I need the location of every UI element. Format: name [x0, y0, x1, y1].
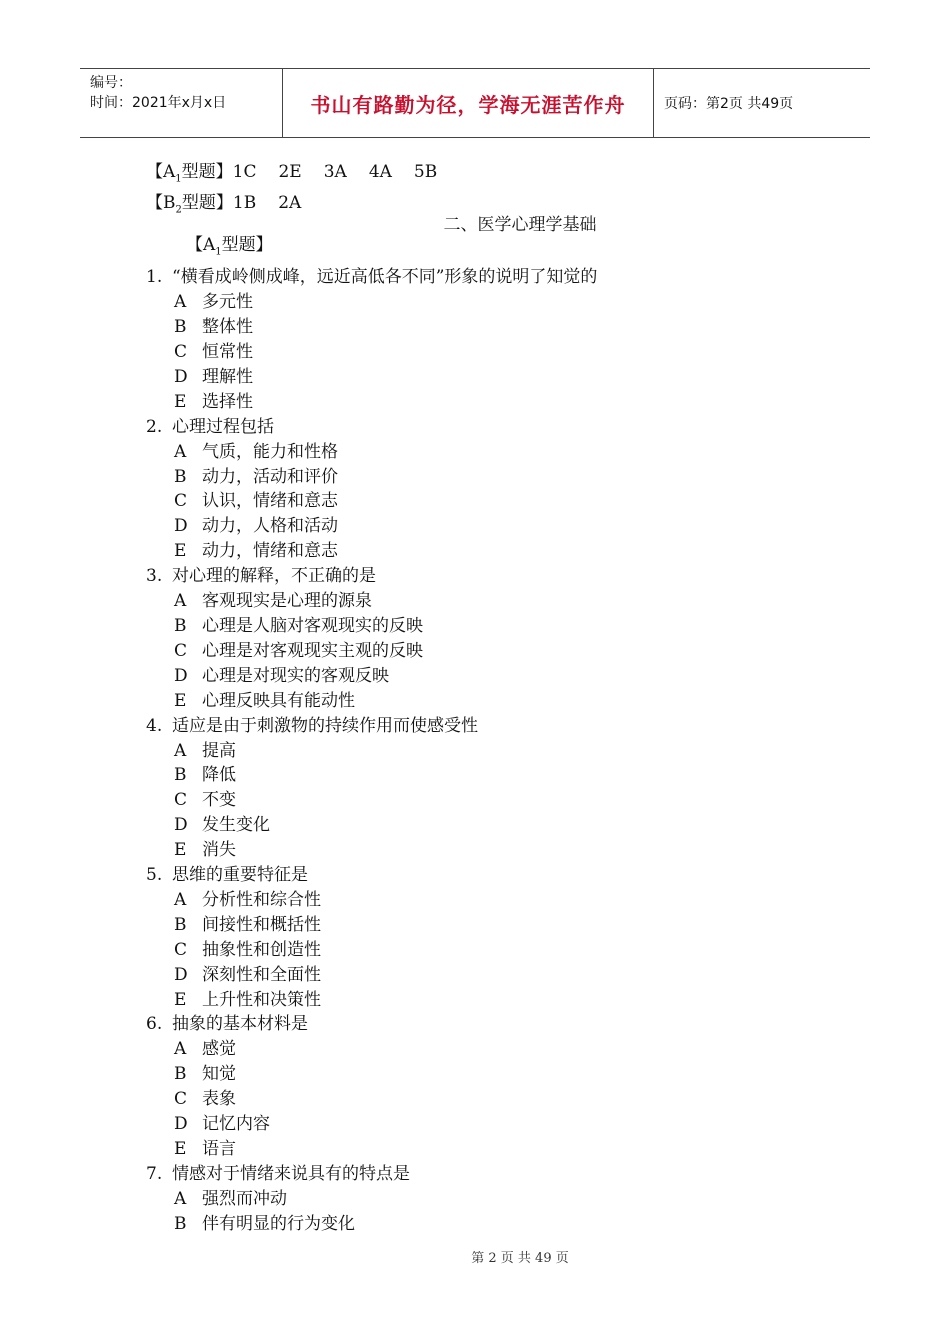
option-text: 不变 [202, 790, 236, 811]
question-text: 抽象的基本材料是 [172, 1014, 308, 1035]
answer-row: 【$A_1$型题】1C 2E 3A 4A 5B [146, 162, 438, 185]
question-text: 心理过程包括 [172, 416, 274, 437]
option-letter: B [174, 466, 187, 487]
answer-value: 2E [278, 162, 302, 182]
option-letter: A [174, 292, 187, 313]
option-text: 降低 [202, 765, 236, 786]
option-text: 恒常性 [202, 342, 253, 363]
option-letter: B [174, 1064, 187, 1085]
option-letter: D [174, 1114, 188, 1135]
option-letter: D [174, 516, 188, 537]
header-motto: 书山有路勤为径，学海无涯苦作舟 [282, 69, 654, 137]
answer-option [146, 1187, 597, 1212]
option-letter: B [174, 317, 187, 338]
option-text: 强烈而冲动 [202, 1188, 287, 1209]
option-text: 动力，活动和评价 [202, 466, 338, 487]
option-text: 消失 [202, 840, 236, 861]
option-text: 客观现实是心理的源泉 [202, 591, 372, 612]
option-text: 发生变化 [202, 815, 270, 836]
option-letter: C [174, 1089, 188, 1110]
answer-option [146, 1212, 597, 1237]
option-letter: A [174, 889, 187, 910]
option-letter: E [174, 391, 187, 412]
answer-option [146, 614, 597, 639]
document-number-label: 编号： [90, 75, 132, 91]
question-list [146, 233, 597, 1237]
answer-value: 1C [232, 162, 257, 182]
answer-option [146, 539, 597, 564]
option-text: 多元性 [202, 292, 253, 313]
answer-option [146, 1087, 597, 1112]
option-text: 表象 [202, 1089, 236, 1110]
question-text: 思维的重要特征是 [172, 865, 308, 886]
option-letter: A [174, 740, 187, 761]
answer-option [146, 664, 597, 689]
option-text: 心理是对现实的客观反映 [202, 665, 389, 686]
option-text: 选择性 [202, 391, 253, 412]
option-text: 伴有明显的行为变化 [202, 1213, 355, 1234]
question-text: 适应是由于刺激物的持续作用而使感受性 [172, 715, 478, 736]
option-letter: A [174, 591, 187, 612]
answer-option [146, 489, 597, 514]
option-text: 提高 [202, 740, 236, 761]
option-text: 心理是人脑对客观现实的反映 [202, 615, 423, 636]
option-letter: D [174, 964, 188, 985]
question-stem [146, 564, 597, 589]
answer-option [146, 340, 597, 365]
page-header [80, 68, 870, 138]
option-text: 间接性和概括性 [202, 914, 321, 935]
answer-option [146, 440, 597, 465]
section-title [0, 210, 950, 235]
answer-option [146, 813, 597, 838]
answer-option [146, 763, 597, 788]
header-left-cell [80, 69, 282, 137]
answer-option [146, 290, 597, 315]
answer-option [146, 639, 597, 664]
option-letter: A [174, 1188, 187, 1209]
question-stem [146, 1012, 597, 1037]
question-number: 7. [146, 1163, 163, 1184]
answer-value: 3A [323, 162, 347, 182]
option-text: 知觉 [202, 1064, 236, 1085]
answer-option [146, 1137, 597, 1162]
option-letter: B [174, 765, 187, 786]
answer-option [146, 689, 597, 714]
option-text: 感觉 [202, 1039, 236, 1060]
question-stem [146, 714, 597, 739]
option-letter: C [174, 790, 188, 811]
option-text: 上升性和决策性 [202, 989, 321, 1010]
option-letter: D [174, 665, 188, 686]
answer-option [146, 963, 597, 988]
option-text: 整体性 [202, 317, 253, 338]
question-number: 6. [146, 1014, 163, 1035]
question-text: “横看成岭侧成峰，远近高低各不同”形象的说明了知觉的 [172, 267, 598, 288]
option-text: 动力，人格和活动 [202, 516, 338, 537]
option-text: 心理是对客观现实主观的反映 [202, 640, 423, 661]
answer-option [146, 913, 597, 938]
question-number: 3. [146, 566, 163, 587]
option-letter: E [174, 690, 187, 711]
answer-option [146, 788, 597, 813]
answer-value: 1B [232, 193, 257, 214]
option-text: 心理反映具有能动性 [202, 690, 355, 711]
option-letter: C [174, 491, 188, 512]
answer-row: 【$B_2$型题】1B 2A [146, 193, 302, 216]
section-title-text: 二、医学心理学基础 [443, 215, 597, 235]
option-text: 深刻性和全面性 [202, 964, 321, 985]
question-stem [146, 863, 597, 888]
answer-option [146, 988, 597, 1013]
question-number: 5. [146, 865, 163, 886]
option-text: 气质，能力和性格 [202, 441, 338, 462]
question-stem [146, 265, 597, 290]
option-letter: B [174, 914, 187, 935]
answer-value: 2A [278, 193, 302, 214]
option-letter: E [174, 1139, 187, 1160]
document-date: 时间：2021年x月x日 [90, 95, 227, 111]
answer-option [146, 838, 597, 863]
answer-option [146, 739, 597, 764]
answer-value: 5B [413, 162, 438, 182]
answer-option [146, 514, 597, 539]
option-letter: D [174, 366, 188, 387]
answer-option [146, 1037, 597, 1062]
option-letter: C [174, 939, 188, 960]
answer-option [146, 315, 597, 340]
question-number: 1. [146, 267, 163, 288]
answer-value: 4A [368, 162, 392, 182]
answer-option [146, 390, 597, 415]
option-text: 分析性和综合性 [202, 889, 321, 910]
question-number: 2. [146, 416, 163, 437]
page-footer: 第 2 页 共 49 页 [471, 1251, 569, 1266]
question-text: 对心理的解释，不正确的是 [172, 566, 376, 587]
option-letter: D [174, 815, 188, 836]
option-letter: E [174, 989, 187, 1010]
question-stem [146, 415, 597, 440]
option-text: 抽象性和创造性 [202, 939, 321, 960]
answer-option [146, 365, 597, 390]
question-stem [146, 1162, 597, 1187]
option-letter: B [174, 1213, 187, 1234]
option-letter: A [174, 1039, 187, 1060]
option-text: 动力，情绪和意志 [202, 541, 338, 562]
option-letter: B [174, 615, 187, 636]
answer-option [146, 1112, 597, 1137]
question-text: 情感对于情绪来说具有的特点是 [172, 1163, 410, 1184]
answer-option [146, 589, 597, 614]
question-number: 4. [146, 715, 163, 736]
option-letter: A [174, 441, 187, 462]
question-type-label: 【$A_1$型题】 [186, 235, 273, 258]
header-page-info: 页码：第2页 共49页 [664, 96, 794, 112]
option-letter: C [174, 640, 188, 661]
option-text: 认识，情绪和意志 [202, 491, 338, 512]
option-text: 记忆内容 [202, 1114, 270, 1135]
answer-option [146, 888, 597, 913]
answer-option [146, 1062, 597, 1087]
option-letter: C [174, 342, 188, 363]
option-letter: E [174, 840, 187, 861]
option-text: 语言 [202, 1139, 236, 1160]
answer-option [146, 938, 597, 963]
option-text: 理解性 [202, 366, 253, 387]
answer-option [146, 465, 597, 490]
option-letter: E [174, 541, 187, 562]
